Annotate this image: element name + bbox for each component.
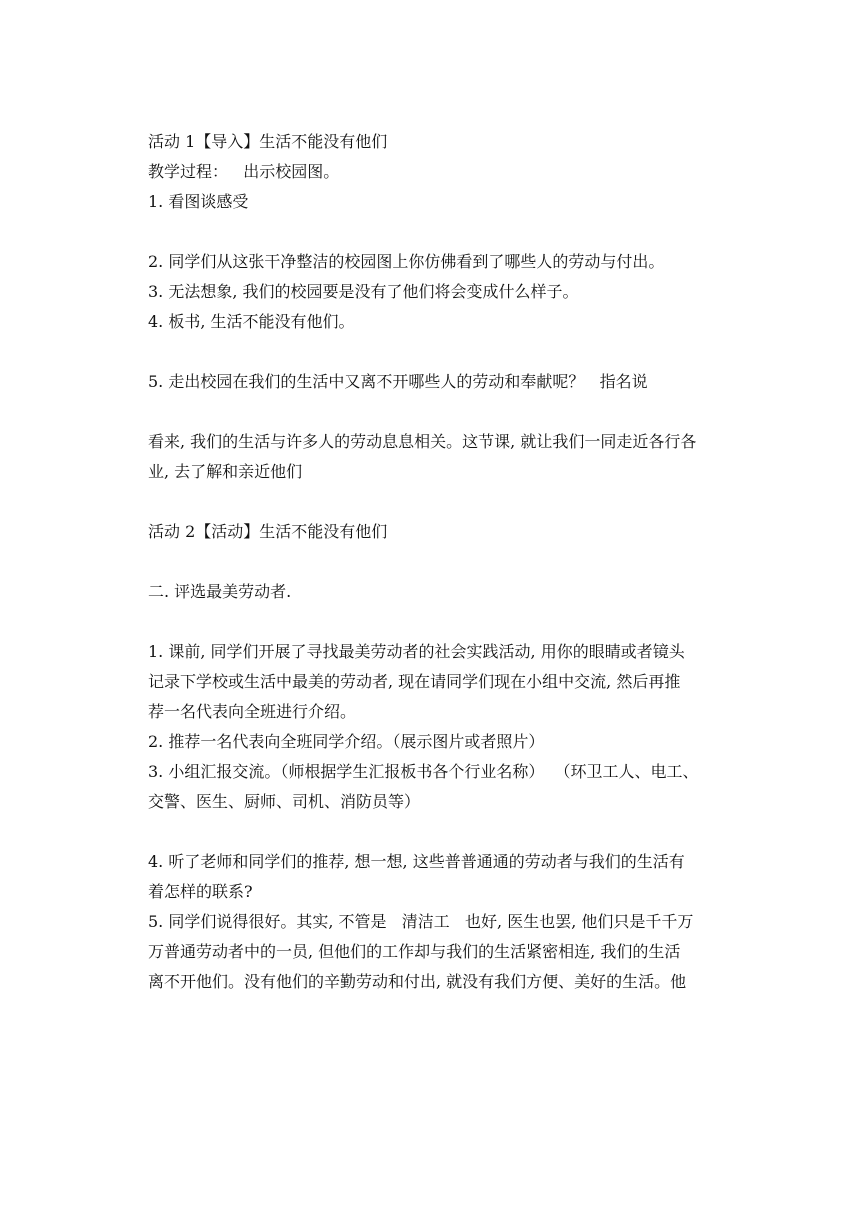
- spacer: [148, 217, 738, 247]
- spacer: [148, 337, 738, 367]
- document-page: [148, 127, 738, 997]
- activity2-title: 活动 2【活动】生活不能没有他们: [148, 522, 388, 541]
- item-1-line-3: 荐一名代表向全班进行介绍。: [148, 702, 357, 721]
- summary-line-2: 业, 去了解和亲近他们: [148, 462, 303, 481]
- spacer: [148, 397, 738, 427]
- step-1: 1. 看图谈感受: [148, 192, 249, 211]
- section-heading: 二. 评选最美劳动者.: [148, 582, 292, 601]
- spacer: [148, 547, 738, 577]
- item-2: 2. 推荐一名代表向全班同学介绍。（展示图片或者照片）: [148, 732, 545, 751]
- step-2: 2. 同学们从这张干净整洁的校园图上你仿佛看到了哪些人的劳动与付出。: [148, 252, 665, 271]
- spacer: [148, 607, 738, 637]
- item-5-line-3: 离不开他们。没有他们的辛勤劳动和付出, 就没有我们方便、美好的生活。他: [148, 972, 687, 991]
- item-4-line-2: 着怎样的联系?: [148, 882, 253, 901]
- summary-line-1: 看来, 我们的生活与许多人的劳动息息相关。这节课, 就让我们一同走近各行各: [148, 432, 697, 451]
- item-3-line-1: 3. 小组汇报交流。（师根据学生汇报板书各个行业名称） （环卫工人、电工、: [148, 762, 699, 781]
- activity1-title: 活动 1【导入】生活不能没有他们: [148, 132, 388, 151]
- teaching-process: 教学过程： 出示校园图。: [148, 162, 340, 181]
- step-5: 5. 走出校园在我们的生活中又离不开哪些人的劳动和奉献呢？ 指名说: [148, 372, 648, 391]
- spacer: [148, 817, 738, 847]
- item-5-line-1: 5. 同学们说得很好。其实, 不管是 清洁工 也好, 医生也罢, 他们只是千千万: [148, 912, 694, 931]
- step-3: 3. 无法想象, 我们的校园要是没有了他们将会变成什么样子。: [148, 282, 579, 301]
- item-4-line-1: 4. 听了老师和同学们的推荐, 想一想, 这些普普通通的劳动者与我们的生活有: [148, 852, 685, 871]
- item-5-line-2: 万普通劳动者中的一员, 但他们的工作却与我们的生活紧密相连, 我们的生活: [148, 942, 681, 961]
- step-4: 4. 板书, 生活不能没有他们。: [148, 312, 355, 331]
- spacer: [148, 487, 738, 517]
- item-1-line-2: 记录下学校或生活中最美的劳动者, 现在请同学们现在小组中交流, 然后再推: [148, 672, 681, 691]
- item-3-line-2: 交警、医生、厨师、司机、消防员等）: [148, 792, 421, 811]
- item-1-line-1: 1. 课前, 同学们开展了寻找最美劳动者的社会实践活动, 用你的眼睛或者镜头: [148, 642, 685, 661]
